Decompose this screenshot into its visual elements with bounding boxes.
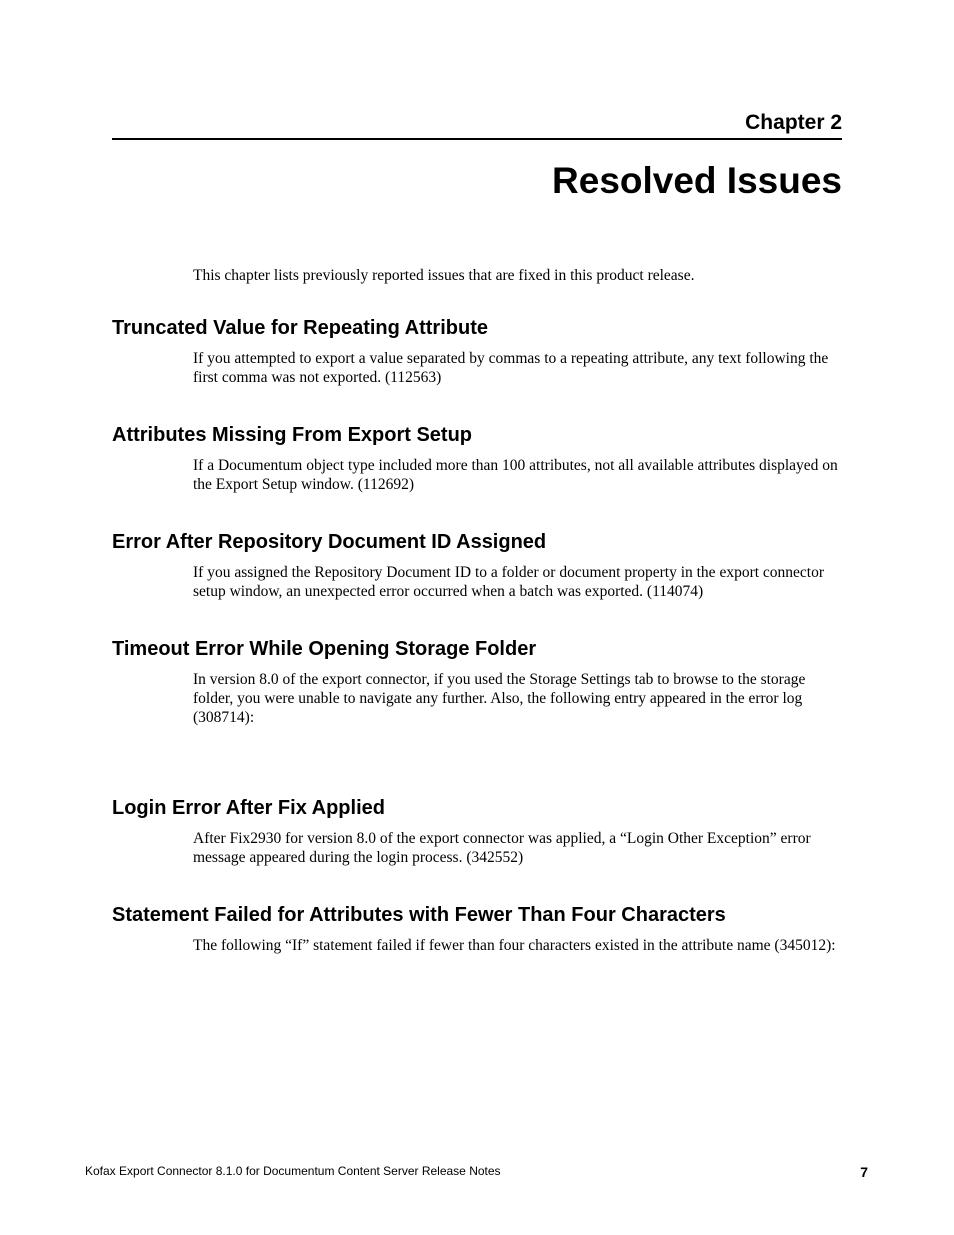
section-body: After Fix2930 for version 8.0 of the export connector was applied, a “Login Other Exception” error message appeared during the login process. (342552)	[193, 830, 811, 866]
section-heading: Statement Failed for Attributes with Fewer Than Four Characters	[112, 904, 726, 926]
section-repository-id-error	[112, 529, 842, 601]
section-heading: Login Error After Fix Applied	[112, 797, 385, 819]
section-body: The following “If” statement failed if fewer than four characters existed in the attribute name (345012):	[193, 937, 836, 954]
section-heading: Truncated Value for Repeating Attribute	[112, 317, 488, 339]
section-heading: Timeout Error While Opening Storage Folder	[112, 638, 537, 660]
section-body: If you assigned the Repository Document ID to a folder or document property in the export connector setup window, an unexpected error occurred when a batch was exported. (114074)	[193, 564, 825, 600]
section-timeout-error	[112, 636, 842, 727]
section-body: In version 8.0 of the export connector, if you used the Storage Settings tab to browse to the storage folder, you were unable to navigate any further. Also, the following entry appeared in the error log (308714):	[193, 671, 806, 726]
chapter-rule	[112, 138, 842, 140]
section-statement-failed	[112, 902, 842, 955]
section-heading: Attributes Missing From Export Setup	[112, 424, 473, 446]
section-body: If you attempted to export a value separated by commas to a repeating attribute, any text following the first comma was not exported. (112563)	[193, 350, 829, 386]
footer-page-number: 7	[860, 1164, 868, 1180]
section-body: If a Documentum object type included more than 100 attributes, not all available attributes displayed on the Export Setup window. (112692)	[193, 457, 838, 493]
section-attributes-missing	[112, 422, 842, 494]
intro-paragraph: This chapter lists previously reported issues that are fixed in this product release.	[193, 267, 695, 284]
page-title: Resolved Issues	[552, 160, 842, 201]
chapter-label: Chapter 2	[745, 111, 842, 134]
section-heading: Error After Repository Document ID Assigned	[112, 531, 547, 553]
section-truncated-value	[112, 315, 842, 387]
footer-document-title: Kofax Export Connector 8.1.0 for Documentum Content Server Release Notes	[85, 1164, 501, 1178]
section-login-error	[112, 795, 842, 867]
